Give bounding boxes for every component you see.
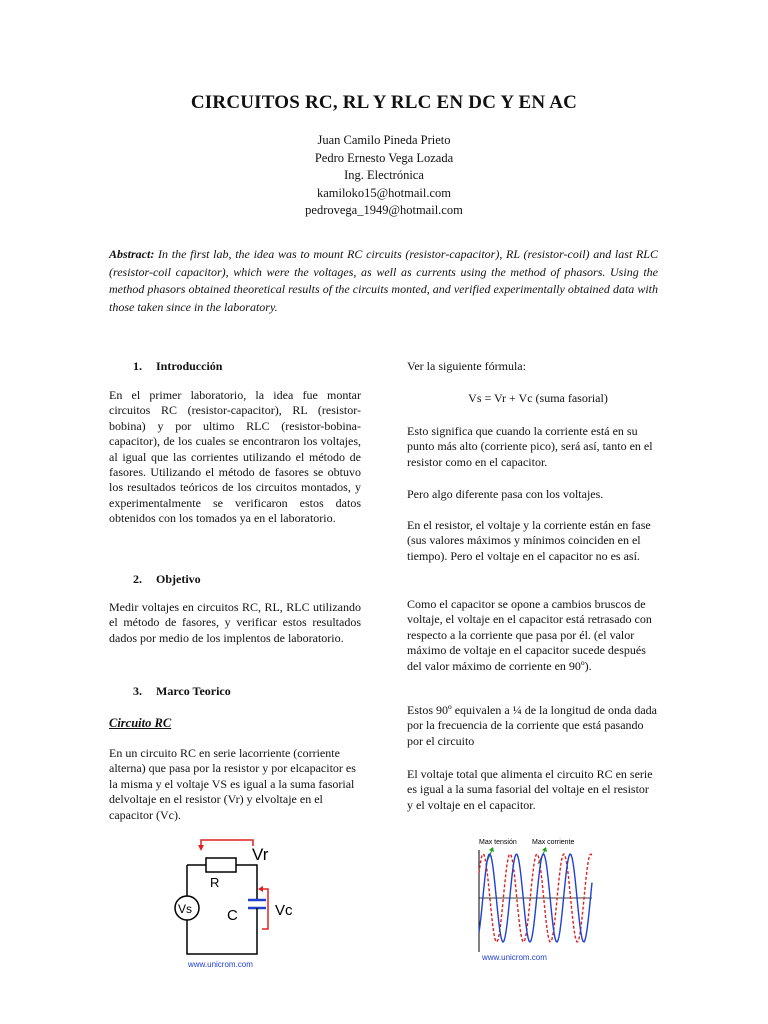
section-objetivo (109, 572, 361, 587)
right-paragraph-5: Estos 90º equivalen a ¼ de la longitud de onda dada por la frecuencia de la corriente que está pasando por el circuito (407, 703, 657, 748)
abstract-label: Abstract: (109, 247, 155, 261)
section-title: Objetivo (156, 572, 201, 586)
rc-circuit-diagram (168, 832, 293, 970)
email-1: kamiloko15@hotmail.com (316, 185, 452, 200)
max-tension-label: Max tensión (479, 839, 517, 846)
formula: Vs = Vr + Vc (suma fasorial) (468, 391, 608, 405)
rc-paragraph: En un circuito RC en serie lacorriente (corriente alterna) que pasa por la resistor y por elcapacitor es la misma y el voltaje VS es igual a la suma fasorial delvoltaje en el resistor (Vr) y elvoltaje en el capacitor (Vc). (109, 746, 356, 822)
voltage-current-waves-figure (470, 828, 600, 966)
author-1: Juan Camilo Pineda Prieto (317, 133, 451, 147)
waves-watermark: www.unicrom.com (482, 953, 547, 962)
abstract (109, 246, 658, 316)
section-number: 3. (133, 684, 142, 698)
section-number: 1. (133, 359, 142, 373)
right-paragraph-3: En el resistor, el voltaje y la corriente están en fase (sus valores máximos y mínimos coinciden en el tiempo). Pero el voltaje en el capacitor no es así. (407, 518, 651, 563)
vs-label: Vs (178, 902, 193, 916)
right-paragraph-4: Como el capacitor se opone a cambios bruscos de voltaje, el voltaje en el capacitor está retrasado con respecto a la corriente que pasa por él. (el valor máximo de voltaje en el capacitor sucede después del valor máximo de corriente en 90º). (407, 597, 652, 673)
c-label: C (227, 907, 238, 924)
intro-paragraph: En el primer laboratorio, la idea fue montar circuitos RC (resistor-capacitor), RL (resistor-bobina) y por ultimo RLC (resistor-bobina-capacitor), de los cuales se encontraron los voltajes, al igual que las corrientes utilizando el método de fasores. Utilizando el método de fasores se obtuvo los resultados teóricos de los circuitos montados, y experimentalmente se verificaron estos datos obtenidos con los tomados ya en el laboratorio. (109, 388, 361, 526)
section-title: Marco Teorico (156, 684, 231, 698)
right-paragraph-6: El voltaje total que alimenta el circuito RC en serie es igual a la suma fasorial del voltaje en el resistor y el voltaje en el capacitor. (407, 767, 653, 812)
circuit-watermark: www.unicrom.com (188, 960, 253, 969)
right-paragraph-1: Esto significa que cuando la corriente está en su punto más alto (corriente pico), será así, tanto en el resistor como en el capacitor. (407, 424, 653, 469)
r-label: R (210, 875, 220, 890)
email-2: pedrovega_1949@hotmail.com (305, 203, 463, 217)
subsection-circuito-rc: Circuito RC (109, 716, 172, 730)
resistor-symbol (206, 858, 236, 872)
vc-label: Vc (275, 902, 293, 919)
section-number: 2. (133, 572, 142, 586)
formula-intro: Ver la siguiente fórmula: (407, 359, 526, 373)
right-paragraph-2: Pero algo diferente pasa con los voltajes. (407, 487, 604, 501)
section-introduccion (109, 359, 361, 374)
objetivo-paragraph: Medir voltajes en circuitos RC, RL, RLC utilizando el método de fasores, y verificar estos resultados dados por medio de los implentos de laboratorio. (109, 600, 361, 645)
vr-label: Vr (252, 845, 269, 864)
author-2: Pedro Ernesto Vega Lozada (314, 150, 454, 165)
paper-title: CIRCUITOS RC, RL Y RLC EN DC Y EN AC (190, 92, 578, 113)
section-marco-teorico (109, 684, 361, 699)
affiliation: Ing. Electrónica (344, 168, 424, 182)
max-corriente-label: Max corriente (532, 839, 575, 846)
author-block (0, 132, 768, 220)
section-title: Introducción (156, 359, 223, 373)
abstract-text: In the first lab, the idea was to mount RC circuits (resistor-capacitor), RL (resistor-coil) and last RLC (resistor-coil capacitor), which were the voltages, as well as currents using the method of phasors. Using the method phasors obtained theoretical results of the circuits monted, and verified experimentally obtained data with those taken since in the laboratory. (109, 247, 658, 314)
